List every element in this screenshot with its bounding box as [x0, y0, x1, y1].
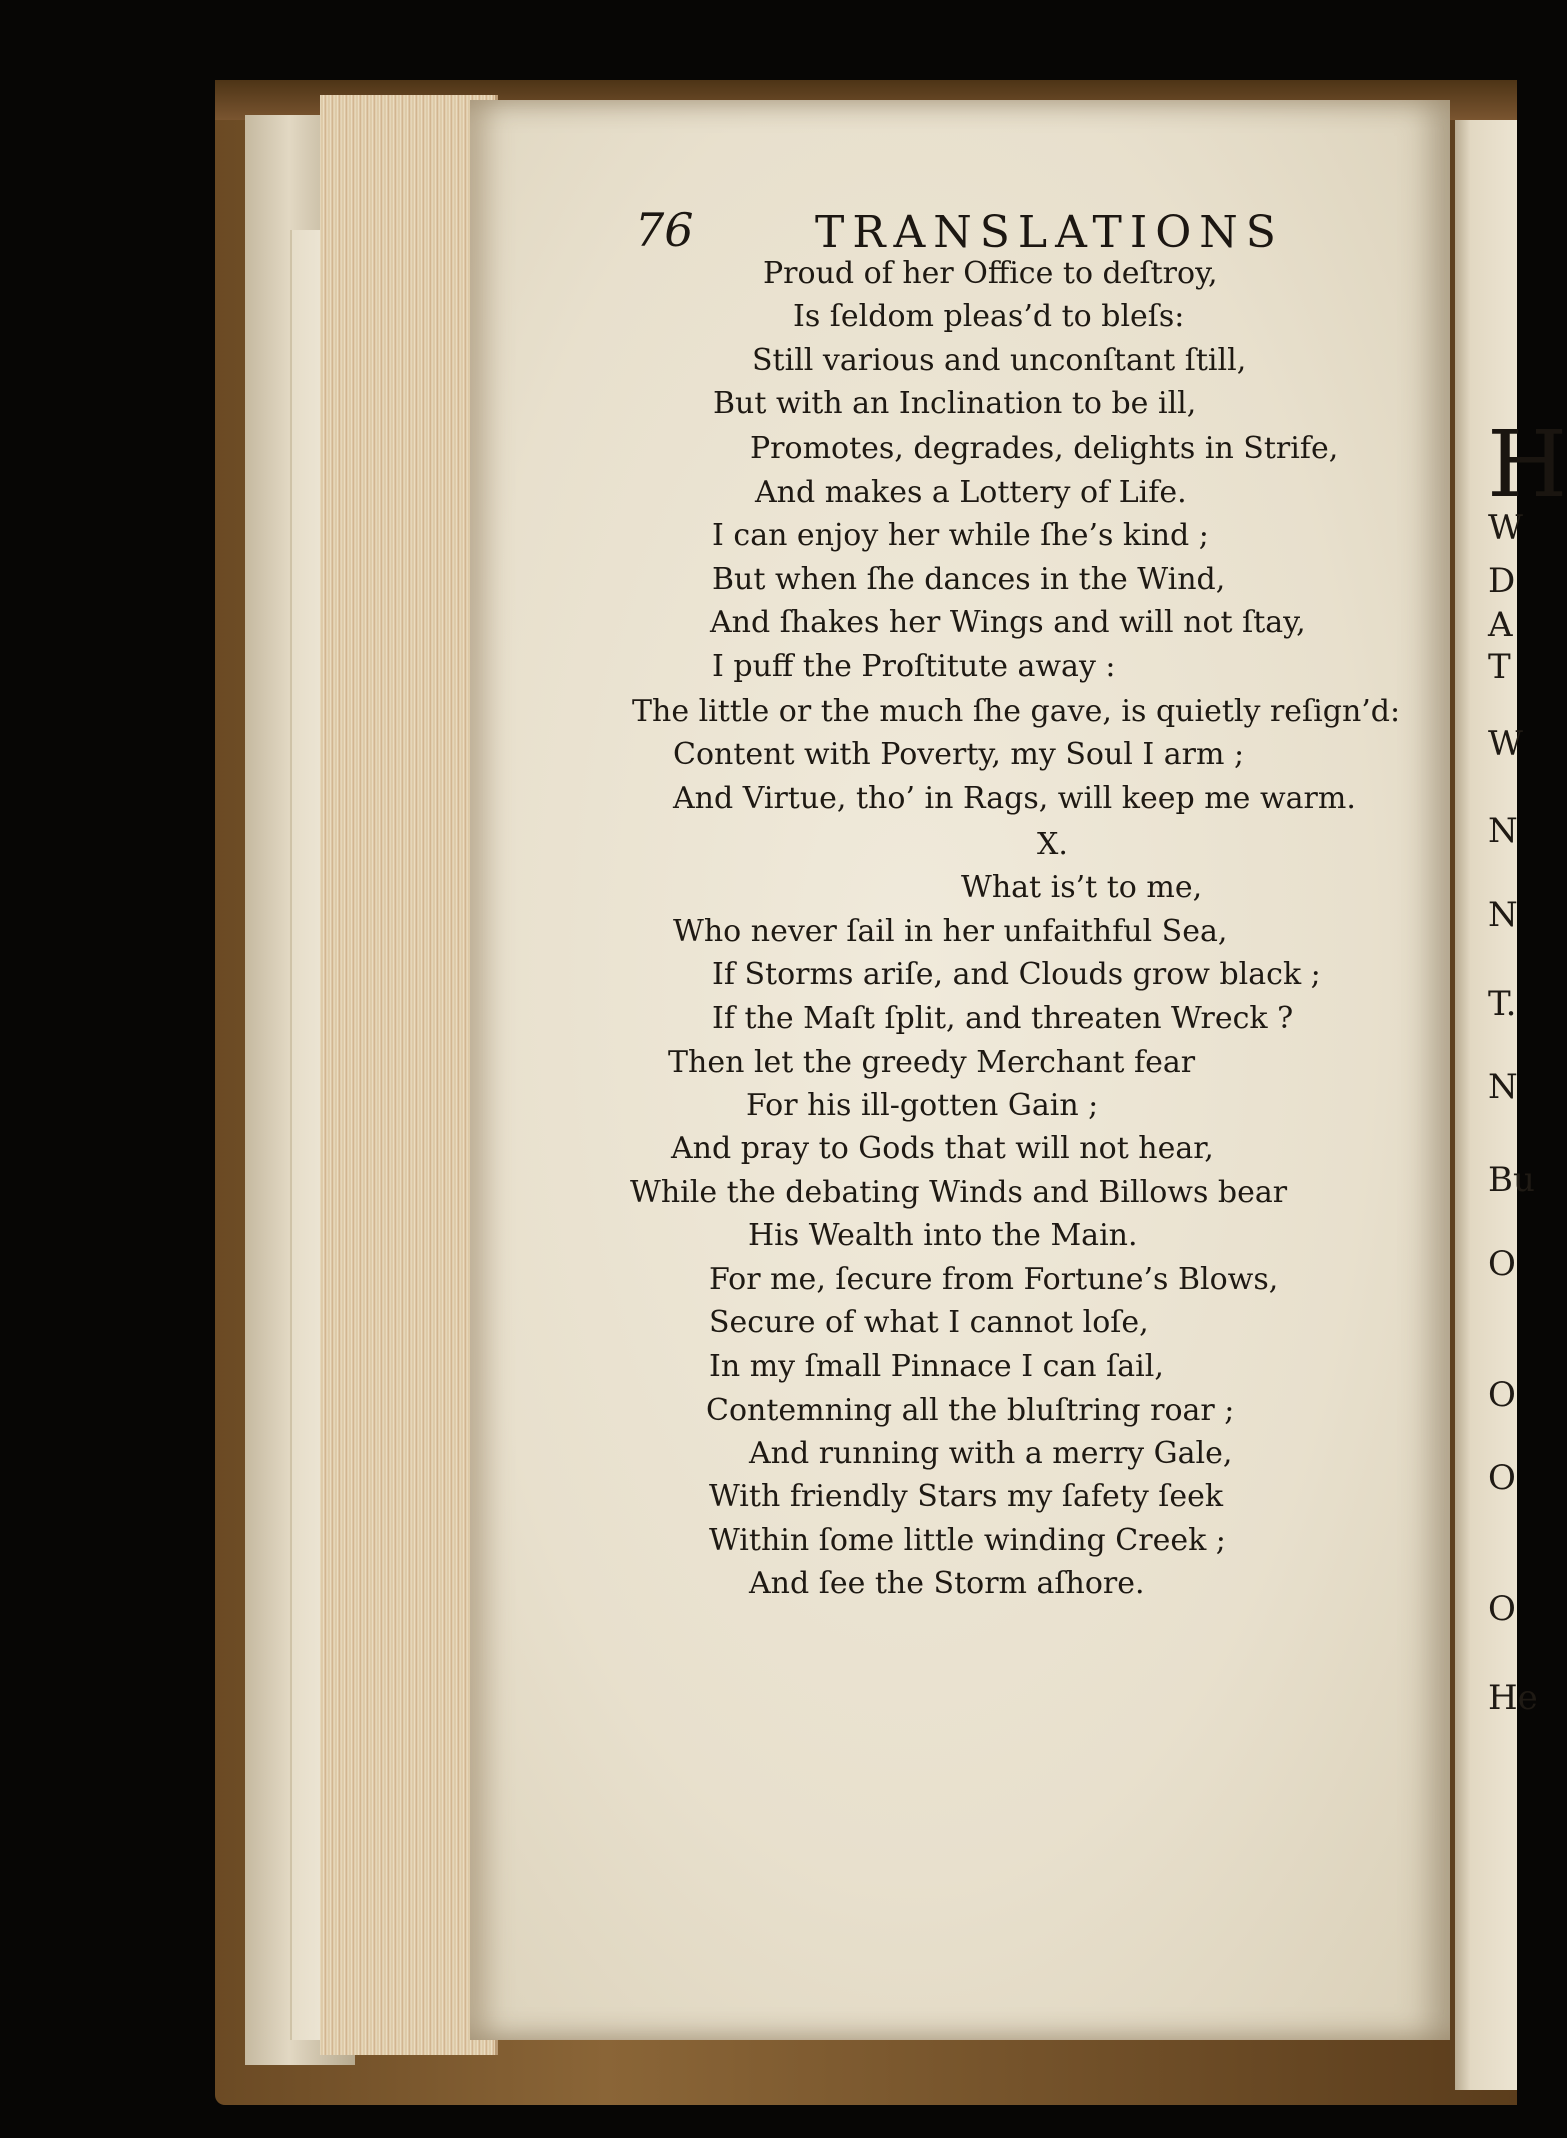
- poem-line: For his ill-gotten Gain ;: [746, 1088, 1099, 1123]
- poem-line: Who never ſail in her unfaithful Sea,: [673, 914, 1228, 949]
- poem-line: And ſee the Storm aſhore.: [749, 1566, 1145, 1601]
- facing-page-letter: T: [1488, 647, 1511, 687]
- facing-page-letter: O: [1488, 1375, 1516, 1415]
- facing-page-letter: O: [1488, 1458, 1516, 1498]
- poem-line: But when ſhe dances in the Wind,: [712, 562, 1226, 597]
- poem-line: In my ſmall Pinnace I can ſail,: [709, 1349, 1164, 1384]
- poem-line: Content with Poverty, my Soul I arm ;: [673, 737, 1245, 772]
- poem-line: But with an Inclination to be ill,: [713, 386, 1197, 421]
- facing-page-letter: N: [1488, 895, 1518, 935]
- poem-line: I can enjoy her while ſhe’s kind ;: [712, 518, 1209, 553]
- facing-page-letter: He: [1488, 1678, 1538, 1718]
- poem-line: I puff the Proſtitute away :: [712, 649, 1116, 684]
- poem-line: Is ſeldom pleas’d to bleſs:: [793, 299, 1185, 334]
- facing-page-letter: Bu: [1488, 1160, 1535, 1200]
- poem-line: And pray to Gods that will not hear,: [671, 1131, 1214, 1166]
- poem-line: For me, ſecure from Fortune’s Blows,: [709, 1262, 1279, 1297]
- poem-line: If Storms ariſe, and Clouds grow black ;: [712, 957, 1321, 992]
- stanza-number: X.: [1037, 827, 1068, 862]
- poem-line: Still various and unconſtant ſtill,: [752, 343, 1247, 378]
- poem-line: Proud of her Office to deſtroy,: [763, 256, 1218, 291]
- facing-page-letter: W: [1488, 724, 1523, 764]
- poem-line: His Wealth into the Main.: [748, 1218, 1138, 1253]
- facing-page-letter: N: [1488, 1067, 1518, 1107]
- facing-page-letter: T.: [1488, 984, 1517, 1024]
- poem-line: What is’t to me,: [961, 870, 1203, 905]
- facing-page-letter: O: [1488, 1244, 1516, 1284]
- poem-line: And ſhakes her Wings and will not ſtay,: [710, 605, 1306, 640]
- poem-line: Secure of what I cannot loſe,: [709, 1305, 1149, 1340]
- facing-page-letter: A: [1488, 605, 1513, 645]
- poem-line: If the Maſt ſplit, and threaten Wreck ?: [712, 1001, 1294, 1036]
- facing-page-initial: H: [1487, 411, 1567, 518]
- page-number: 76: [635, 203, 694, 257]
- facing-page-letter: W: [1488, 508, 1523, 548]
- poem-line: And Virtue, tho’ in Rags, will keep me warm.: [673, 781, 1356, 816]
- poem-line: Contemning all the bluſtring roar ;: [706, 1393, 1235, 1428]
- poem-line: Then let the greedy Merchant fear: [668, 1045, 1196, 1080]
- poem-line: The little or the much ſhe gave, is quietly reſign’d:: [632, 694, 1401, 729]
- poem-line: Promotes, degrades, delights in Strife,: [750, 431, 1339, 466]
- poem-line: And makes a Lottery of Life.: [755, 475, 1187, 510]
- facing-page-letter: N: [1488, 811, 1518, 851]
- facing-page-letter: O: [1488, 1589, 1516, 1629]
- poem-line: While the debating Winds and Billows bear: [630, 1175, 1288, 1210]
- poem-line: With friendly Stars my ſafety ſeek: [709, 1479, 1224, 1514]
- poem-line: And running with a merry Gale,: [749, 1436, 1233, 1471]
- poem-line: Within ſome little winding Creek ;: [709, 1523, 1226, 1558]
- facing-page-letter: D: [1488, 561, 1516, 601]
- running-title: TRANSLATIONS: [815, 207, 1284, 258]
